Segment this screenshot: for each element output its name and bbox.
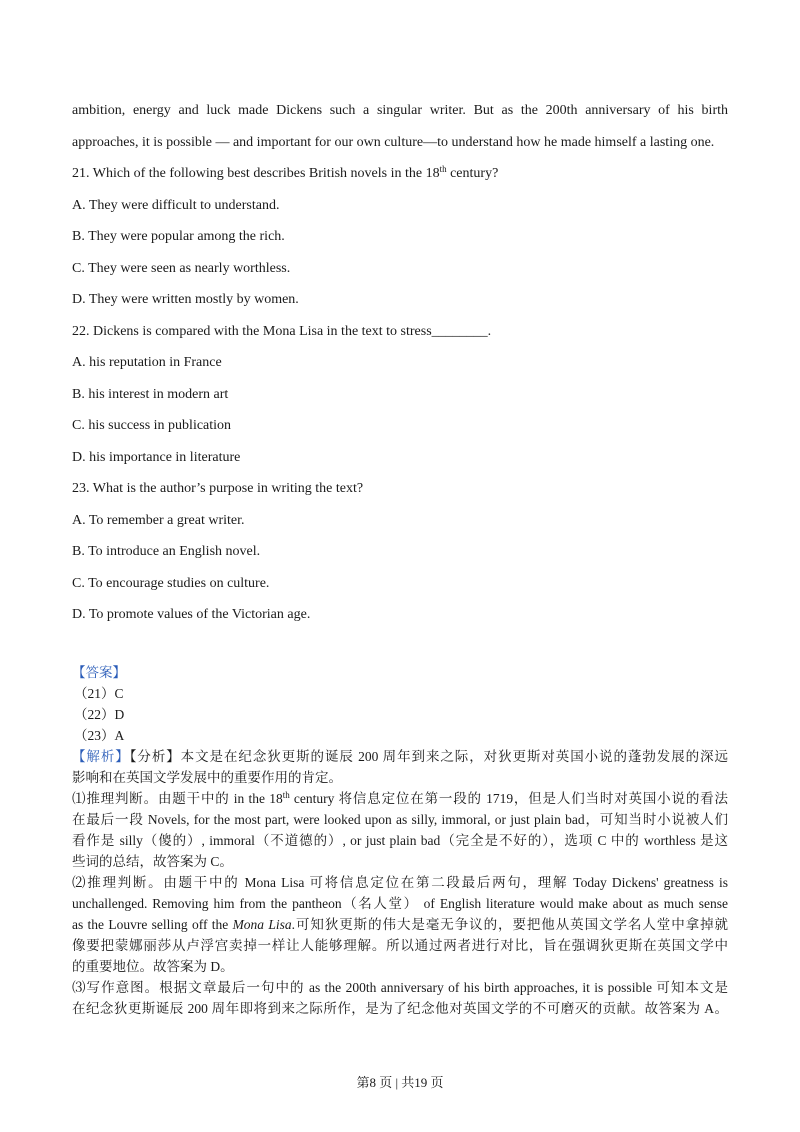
stem-text: century?: [446, 166, 499, 181]
answer-item: （21）C: [74, 686, 124, 701]
option-c: C. They were seen as nearly worthless.: [72, 260, 291, 276]
analysis-q22-line: [72, 914, 728, 935]
analysis-q21-line: 看作是 silly（傻的）, immoral（不道德的）, or just plain bad（完全是不好的），选项 C 中的 worthless 是这: [72, 833, 728, 848]
analysis-q22-line: unchallenged. Removing him from the pantheon（名人堂） of English literature would make about as much sense: [72, 896, 728, 911]
question-stem: [72, 158, 728, 190]
analysis-text: ⑴推理判断。由题干中的 in the 18: [72, 791, 283, 806]
answer-item: （22）D: [74, 707, 125, 722]
question-stem: 23. What is the author’s purpose in writing the text?: [72, 481, 364, 496]
superscript: th: [439, 164, 447, 174]
italic-title: Mona Lisa: [232, 917, 292, 932]
stem-text: 21. Which of the following best describes British novels in the 18: [72, 166, 440, 181]
answer-item: （23）A: [74, 728, 125, 743]
analysis-q23-line: 在纪念狄更斯诞辰 200 周年即将到来之际所作，是为了纪念他对英国文学的不可磨灭的贡献。故答案为 A。: [72, 1001, 728, 1016]
reading-section: [72, 95, 728, 631]
analysis-q22-line: 的重要地位。故答案为 D。: [72, 959, 234, 974]
analysis: [72, 746, 728, 1019]
analysis-q22-line: 像要把蒙娜丽莎从卢浮宫卖掉一样让人能够理解。所以通过两者进行对比，旨在强调狄更斯在英国文学中: [72, 938, 728, 953]
analysis-q23-line: ⑶写作意图。根据文章最后一句中的 as the 200th anniversary of his birth approaches, it is possible 可知本文是: [72, 980, 728, 995]
passage-line: approaches, it is possible — and important for our own culture—to understand how he made himself a lasting one.: [72, 134, 715, 150]
answer-heading: 【答案】: [72, 665, 126, 680]
analysis-q21-line: 在最后一段 Novels, for the most part, were looked upon as silly, immoral, or just plain bad，可知当时小说被人们: [72, 812, 728, 827]
question-23: [72, 473, 728, 631]
analysis-text: century 将信息定位在第一段的 1719，但是人们当时对英国小说的看法: [289, 791, 728, 806]
option-c: C. his success in publication: [72, 418, 232, 433]
option-b: B. his interest in modern art: [72, 386, 229, 402]
question-stem: 22. Dickens is compared with the Mona Lisa in the text to stress________.: [72, 323, 492, 339]
superscript: th: [282, 790, 290, 800]
summary-text: 【分析】本文是在纪念狄更斯的诞辰 200 周年到来之际，对狄更斯对英国小说的蓬勃发展的深远: [129, 749, 729, 764]
analysis-q22-line: ⑵推理判断。由题干中的 Mona Lisa 可将信息定位在第二段最后两句，理解 Today Dickens' greatness is: [72, 875, 728, 890]
analysis-text: .可知狄更斯的伟大是毫无争议的，要把他从英国文学名人堂中拿掉就: [291, 917, 729, 932]
option-b: B. To introduce an English novel.: [72, 544, 261, 559]
option-d: D. To promote values of the Victorian age.: [72, 607, 311, 622]
question-22: [72, 316, 728, 474]
option-c: C. To encourage studies on culture.: [72, 575, 270, 591]
question-21: [72, 158, 728, 316]
analysis-q21-line: [72, 788, 728, 809]
page-footer: 第8 页 | 共19 页: [356, 1075, 444, 1090]
option-d: D. They were written mostly by women.: [72, 292, 299, 307]
option-a: A. To remember a great writer.: [72, 512, 245, 528]
analysis-heading: 【解析】: [72, 749, 130, 764]
analysis-q21-line: 些词的总结，故答案为 C。: [72, 854, 233, 869]
option-d: D. his importance in literature: [72, 449, 241, 465]
option-a: A. They were difficult to understand.: [72, 197, 280, 213]
analysis-text: as the Louvre selling off the: [72, 917, 233, 932]
analysis-summary-line: 影响和在英国文学发展中的重要作用的肯定。: [72, 770, 342, 785]
passage-excerpt: [72, 95, 728, 158]
analysis-summary-line: [72, 746, 728, 767]
option-a: A. his reputation in France: [72, 355, 222, 370]
answer-key: [72, 662, 728, 746]
option-b: B. They were popular among the rich.: [72, 229, 285, 244]
answer-analysis-section: [72, 662, 728, 1019]
passage-line: ambition, energy and luck made Dickens such a singular writer. But as the 200th anniversary of his birth: [72, 103, 728, 118]
